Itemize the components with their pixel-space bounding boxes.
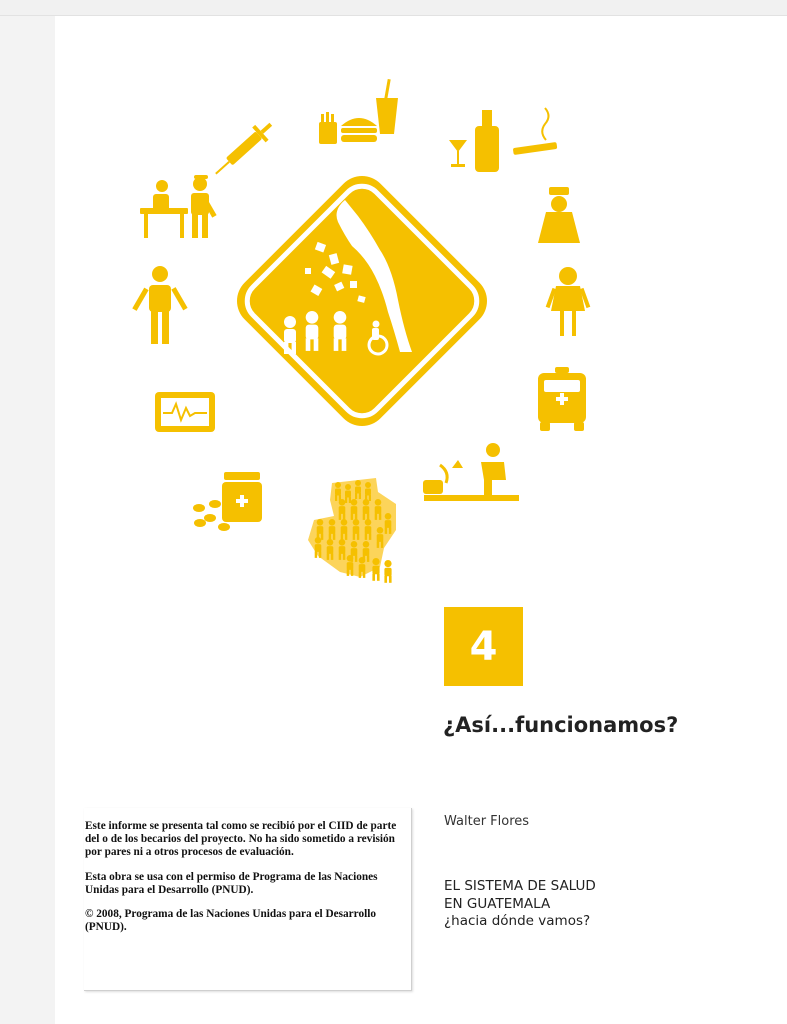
chapter-number-badge <box>444 607 523 686</box>
medicine-pills-icon <box>193 472 262 531</box>
series-title-line: EL SISTEMA DE SALUD <box>444 878 596 894</box>
series-title <box>444 878 596 931</box>
consultation-icon <box>140 175 217 238</box>
rural-worker-icon <box>423 443 519 501</box>
alcohol-tobacco-icon <box>449 108 557 172</box>
copyright-paragraph: © 2008, Programa de las Naciones Unidas para el Desarrollo (PNUD). <box>85 908 377 934</box>
disclaimer-box <box>84 808 412 991</box>
author-name: Walter Flores <box>444 814 530 829</box>
disclaimer-paragraph: Este informe se presenta tal como se recibió por el CIID de parte del o de los becarios del proyecto. No ha sido sometido a revisión por pares ni a otros procesos de evaluación. <box>85 820 397 859</box>
nurse-icon <box>538 187 580 243</box>
warning-sign <box>226 165 498 437</box>
series-title-line: EN GUATEMALA <box>444 895 551 912</box>
ambulance-icon <box>538 367 586 431</box>
fast-food-icon <box>319 79 398 144</box>
girl-icon <box>546 267 591 336</box>
heart-monitor-icon <box>155 392 215 432</box>
permission-paragraph: Esta obra se usa con el permiso de Programa de las Naciones Unidas para el Desarrollo (PNUD). <box>85 870 378 896</box>
chapter-title: ¿Así...funcionamos? <box>443 713 679 737</box>
chapter-number: 4 <box>469 623 498 670</box>
series-subtitle: ¿hacia dónde vamos? <box>444 913 591 929</box>
guatemala-population-map-icon <box>308 478 396 583</box>
syringe-icon <box>209 117 277 181</box>
man-icon <box>132 266 187 344</box>
